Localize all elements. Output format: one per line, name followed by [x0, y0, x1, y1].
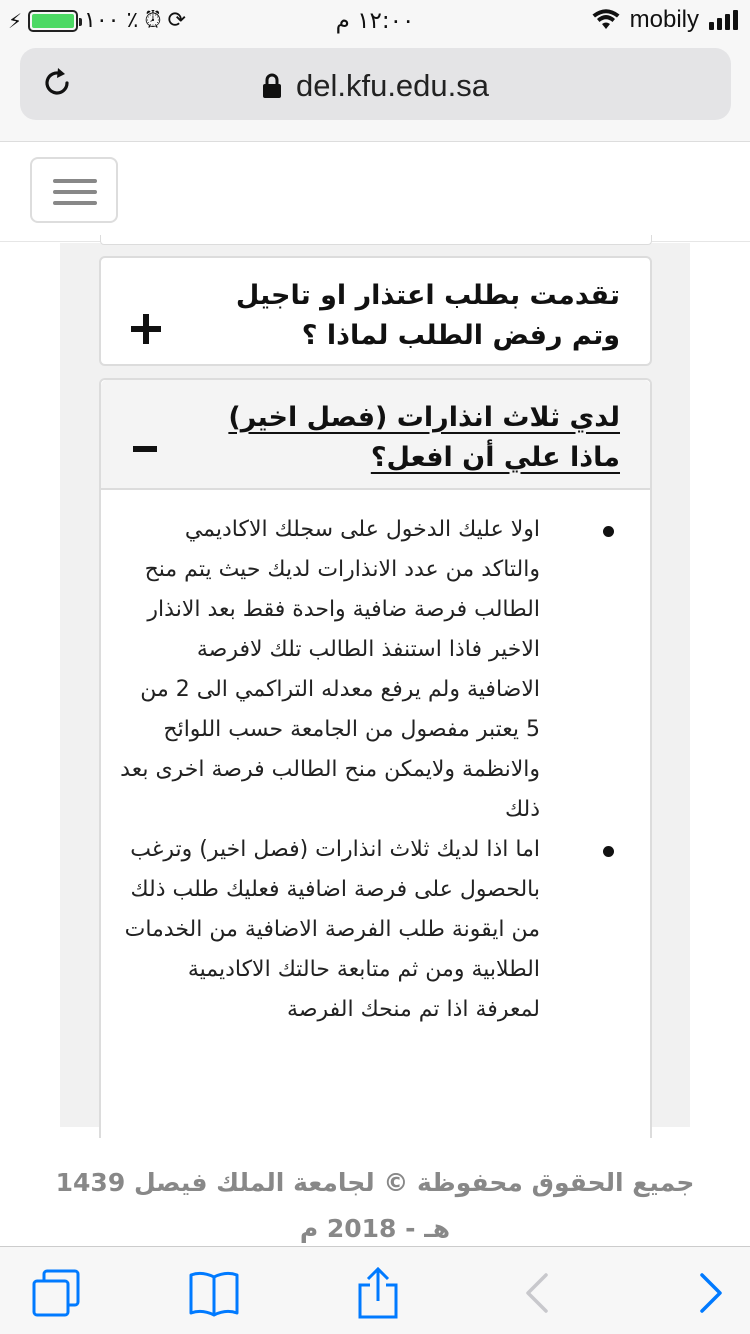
faq-item-1[interactable] — [99, 256, 652, 366]
plus-icon[interactable] — [131, 314, 161, 344]
signal-icon — [709, 10, 738, 30]
faq-question[interactable]: لدي ثلاث انذارات (فصل اخير) ماذا علي أن افعل؟ — [228, 402, 620, 473]
orientation-lock-icon: ⟳ — [167, 8, 186, 33]
footer-copyright: جميع الحقوق محفوظة © لجامعة الملك فيصل 1439 هـ - 2018 م — [55, 1168, 695, 1243]
site-header — [0, 142, 750, 242]
battery-percent: ٪ ١٠٠ — [84, 8, 139, 33]
browser-toolbar — [0, 1246, 750, 1334]
bookmarks-icon[interactable] — [188, 1267, 240, 1319]
forward-icon[interactable] — [684, 1267, 736, 1319]
back-icon[interactable] — [512, 1267, 564, 1319]
tabs-icon[interactable] — [30, 1267, 82, 1319]
faq-answer-list — [120, 510, 620, 1030]
faq-item-2 — [99, 378, 652, 1138]
carrier-name: mobily — [629, 6, 699, 33]
list-item: اما اذا لديك ثلاث انذارات (فصل اخير) وترغب بالحصول على فرصة اضافية فعليك طلب ذلك من ايقونة طلب الفرصة الاضافية من الخدمات الطلابية ومن ثم متابعة حالتك الاكاديمية لمعرفة اذا تم منحك الفرصة — [120, 830, 620, 1030]
faq-question[interactable]: تقدمت بطلب اعتذار او تاجيل وتم رفض الطلب لماذا ؟ — [235, 280, 620, 351]
url-text: del.kfu.edu.sa — [295, 68, 490, 103]
previous-panel-edge — [100, 235, 652, 245]
menu-button[interactable] — [30, 157, 118, 223]
url-display[interactable] — [20, 68, 731, 104]
hamburger-icon — [53, 179, 97, 183]
address-bar[interactable] — [20, 48, 731, 120]
lock-icon — [262, 73, 282, 99]
browser-address-area — [0, 42, 750, 142]
charging-icon: ⚡︎ — [8, 8, 23, 33]
minus-icon[interactable] — [133, 446, 157, 452]
status-time: ١٢:٠٠ م — [335, 8, 415, 34]
status-bar — [0, 0, 750, 42]
faq-item-header[interactable] — [101, 380, 650, 490]
list-item: اولا عليك الدخول على سجلك الاكاديمي والتاكد من عدد الانذارات لديك حيث يتم منح الطالب فرصة ضافية واحدة فقط بعد الانذار الاخير فاذا استنفذ الطالب تلك لافرصة الاضافية ولم يرفع معدله التراكمي الى 2 من 5 يعتبر مفصول من الجامعة حسب اللوائح والانظمة ولايمكن منح الطالب فرصة اخرى بعد ذلك — [120, 510, 620, 830]
wifi-icon — [592, 9, 620, 31]
status-right — [592, 6, 738, 34]
share-icon[interactable] — [352, 1267, 404, 1319]
alarm-icon: ⏰︎ — [144, 8, 162, 33]
